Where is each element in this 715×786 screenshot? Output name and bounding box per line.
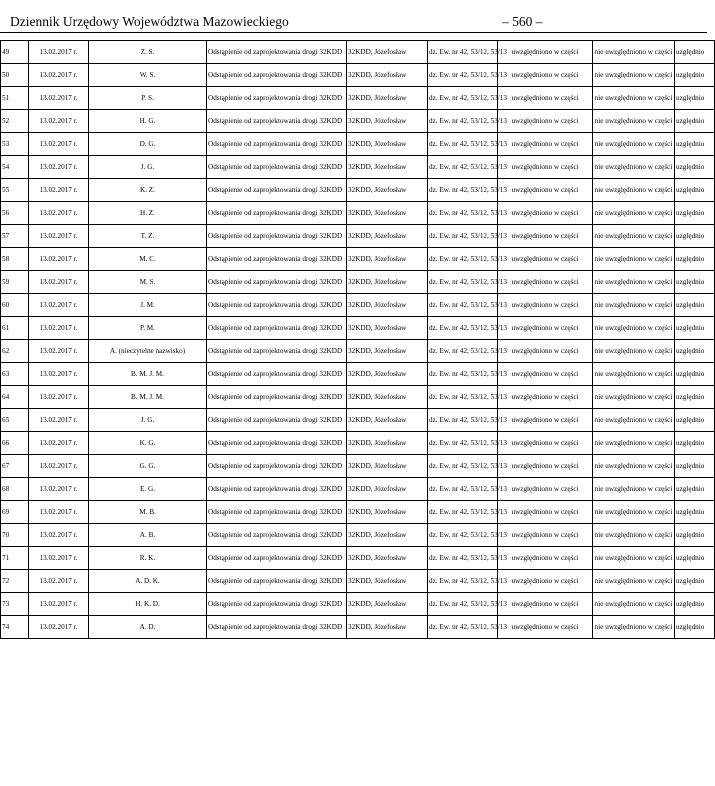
submitter-name: G. G. (89, 455, 207, 478)
remark-content: Odstąpienie od zaprojektowania drogi 32KDD (207, 271, 347, 294)
remark-location: 32KDD, Józefosław (347, 570, 428, 593)
council-decision: nie uwzględniono w części (593, 570, 675, 593)
remark-content: Odstąpienie od zaprojektowania drogi 32KDD (207, 409, 347, 432)
council-decision: nie uwzględniono w części (593, 363, 675, 386)
plot-number: dz. Ew. nr 42, 53/12, 53/13 (428, 110, 498, 133)
remark-content: Odstąpienie od zaprojektowania drogi 32KDD (207, 524, 347, 547)
row-number: 62 (1, 340, 29, 363)
decision-cut: uzględnio (675, 386, 715, 409)
council-decision: nie uwzględniono w części (593, 202, 675, 225)
council-decision: nie uwzględniono w części (593, 133, 675, 156)
mayor-decision: uwzględniono w części (498, 547, 593, 570)
council-decision: nie uwzględniono w części (593, 524, 675, 547)
remark-content: Odstąpienie od zaprojektowania drogi 32KDD (207, 248, 347, 271)
remark-location: 32KDD, Józefosław (347, 455, 428, 478)
remark-location: 32KDD, Józefosław (347, 524, 428, 547)
plot-number: dz. Ew. nr 42, 53/12, 53/13 (428, 524, 498, 547)
decision-cut: uzględnio (675, 570, 715, 593)
remark-location: 32KDD, Józefosław (347, 386, 428, 409)
row-number: 55 (1, 179, 29, 202)
table-row (1, 570, 715, 593)
row-number: 66 (1, 432, 29, 455)
plot-number: dz. Ew. nr 42, 53/12, 53/13 (428, 432, 498, 455)
decision-cut: uzględnio (675, 432, 715, 455)
decision-cut: uzględnio (675, 110, 715, 133)
table-row (1, 432, 715, 455)
remark-content: Odstąpienie od zaprojektowania drogi 32KDD (207, 225, 347, 248)
table-row (1, 524, 715, 547)
decision-cut: uzględnio (675, 455, 715, 478)
mayor-decision: uwzględniono w części (498, 432, 593, 455)
remark-content: Odstąpienie od zaprojektowania drogi 32KDD (207, 110, 347, 133)
submitter-name: A. D. (89, 616, 207, 639)
mayor-decision: uwzględniono w części (498, 409, 593, 432)
submitter-name: H. G. (89, 110, 207, 133)
submitter-name: A. D. K. (89, 570, 207, 593)
submitter-name: B. M. J. M. (89, 363, 207, 386)
remark-location: 32KDD, Józefosław (347, 547, 428, 570)
decision-cut: uzględnio (675, 501, 715, 524)
journal-title: Dziennik Urzędowy Województwa Mazowieckiego (10, 14, 289, 29)
table-row (1, 179, 715, 202)
mayor-decision: uwzględniono w części (498, 570, 593, 593)
submitter-name: W. S. (89, 64, 207, 87)
plot-number: dz. Ew. nr 42, 53/12, 53/13 (428, 64, 498, 87)
submitter-name: R. K. (89, 547, 207, 570)
table-row (1, 156, 715, 179)
mayor-decision: uwzględniono w części (498, 593, 593, 616)
decision-cut: uzględnio (675, 202, 715, 225)
council-decision: nie uwzględniono w części (593, 455, 675, 478)
decision-cut: uzględnio (675, 340, 715, 363)
submitter-name: D. G. (89, 133, 207, 156)
council-decision: nie uwzględniono w części (593, 156, 675, 179)
row-number: 51 (1, 87, 29, 110)
remark-content: Odstąpienie od zaprojektowania drogi 32KDD (207, 478, 347, 501)
council-decision: nie uwzględniono w części (593, 87, 675, 110)
table-row (1, 248, 715, 271)
council-decision: nie uwzględniono w części (593, 248, 675, 271)
council-decision: nie uwzględniono w części (593, 616, 675, 639)
mayor-decision: uwzględniono w części (498, 248, 593, 271)
remark-content: Odstąpienie od zaprojektowania drogi 32KDD (207, 156, 347, 179)
row-number: 53 (1, 133, 29, 156)
council-decision: nie uwzględniono w części (593, 501, 675, 524)
remark-content: Odstąpienie od zaprojektowania drogi 32KDD (207, 41, 347, 64)
table-row (1, 340, 715, 363)
submitter-name: P. S. (89, 87, 207, 110)
mayor-decision: uwzględniono w części (498, 179, 593, 202)
decision-cut: uzględnio (675, 87, 715, 110)
submission-date: 13.02.2017 r. (29, 87, 89, 110)
decision-cut: uzględnio (675, 179, 715, 202)
remark-location: 32KDD, Józefosław (347, 41, 428, 64)
decision-cut: uzględnio (675, 478, 715, 501)
decision-cut: uzględnio (675, 616, 715, 639)
plot-number: dz. Ew. nr 42, 53/12, 53/13 (428, 547, 498, 570)
mayor-decision: uwzględniono w części (498, 156, 593, 179)
submission-date: 13.02.2017 r. (29, 386, 89, 409)
decision-cut: uzględnio (675, 593, 715, 616)
table-row (1, 501, 715, 524)
plot-number: dz. Ew. nr 42, 53/12, 53/13 (428, 409, 498, 432)
remark-location: 32KDD, Józefosław (347, 432, 428, 455)
submission-date: 13.02.2017 r. (29, 409, 89, 432)
remark-content: Odstąpienie od zaprojektowania drogi 32KDD (207, 202, 347, 225)
plot-number: dz. Ew. nr 42, 53/12, 53/13 (428, 156, 498, 179)
row-number: 54 (1, 156, 29, 179)
submitter-name: B. M. J. M. (89, 386, 207, 409)
submission-date: 13.02.2017 r. (29, 478, 89, 501)
page-header (10, 12, 707, 34)
mayor-decision: uwzględniono w części (498, 294, 593, 317)
council-decision: nie uwzględniono w części (593, 386, 675, 409)
submission-date: 13.02.2017 r. (29, 110, 89, 133)
decision-cut: uzględnio (675, 156, 715, 179)
mayor-decision: uwzględniono w części (498, 317, 593, 340)
row-number: 56 (1, 202, 29, 225)
remark-location: 32KDD, Józefosław (347, 294, 428, 317)
submitter-name: J. G. (89, 156, 207, 179)
decision-cut: uzględnio (675, 41, 715, 64)
remark-content: Odstąpienie od zaprojektowania drogi 32KDD (207, 133, 347, 156)
remark-content: Odstąpienie od zaprojektowania drogi 32KDD (207, 363, 347, 386)
decision-cut: uzględnio (675, 225, 715, 248)
submission-date: 13.02.2017 r. (29, 317, 89, 340)
submission-date: 13.02.2017 r. (29, 455, 89, 478)
mayor-decision: uwzględniono w części (498, 616, 593, 639)
remark-location: 32KDD, Józefosław (347, 133, 428, 156)
table-row (1, 271, 715, 294)
plot-number: dz. Ew. nr 42, 53/12, 53/13 (428, 593, 498, 616)
council-decision: nie uwzględniono w części (593, 340, 675, 363)
mayor-decision: uwzględniono w części (498, 501, 593, 524)
row-number: 49 (1, 41, 29, 64)
remark-location: 32KDD, Józefosław (347, 248, 428, 271)
plot-number: dz. Ew. nr 42, 53/12, 53/13 (428, 179, 498, 202)
mayor-decision: uwzględniono w części (498, 87, 593, 110)
row-number: 61 (1, 317, 29, 340)
plot-number: dz. Ew. nr 42, 53/12, 53/13 (428, 455, 498, 478)
table-row (1, 478, 715, 501)
mayor-decision: uwzględniono w części (498, 202, 593, 225)
council-decision: nie uwzględniono w części (593, 478, 675, 501)
remark-location: 32KDD, Józefosław (347, 363, 428, 386)
mayor-decision: uwzględniono w części (498, 110, 593, 133)
plot-number: dz. Ew. nr 42, 53/12, 53/13 (428, 41, 498, 64)
decision-cut: uzględnio (675, 524, 715, 547)
plot-number: dz. Ew. nr 42, 53/12, 53/13 (428, 478, 498, 501)
row-number: 68 (1, 478, 29, 501)
remark-content: Odstąpienie od zaprojektowania drogi 32KDD (207, 340, 347, 363)
plot-number: dz. Ew. nr 42, 53/12, 53/13 (428, 87, 498, 110)
remark-location: 32KDD, Józefosław (347, 317, 428, 340)
table-row (1, 363, 715, 386)
submission-date: 13.02.2017 r. (29, 363, 89, 386)
submitter-name: M. C. (89, 248, 207, 271)
council-decision: nie uwzględniono w części (593, 179, 675, 202)
remark-location: 32KDD, Józefosław (347, 87, 428, 110)
remark-content: Odstąpienie od zaprojektowania drogi 32KDD (207, 501, 347, 524)
submission-date: 13.02.2017 r. (29, 179, 89, 202)
row-number: 70 (1, 524, 29, 547)
decision-cut: uzględnio (675, 363, 715, 386)
page-number: – 560 – (502, 14, 543, 29)
council-decision: nie uwzględniono w części (593, 225, 675, 248)
decision-cut: uzględnio (675, 317, 715, 340)
council-decision: nie uwzględniono w części (593, 317, 675, 340)
remark-location: 32KDD, Józefosław (347, 110, 428, 133)
remark-location: 32KDD, Józefosław (347, 271, 428, 294)
remark-content: Odstąpienie od zaprojektowania drogi 32KDD (207, 179, 347, 202)
plot-number: dz. Ew. nr 42, 53/12, 53/13 (428, 202, 498, 225)
submitter-name: Z. S. (89, 41, 207, 64)
table-row (1, 616, 715, 639)
council-decision: nie uwzględniono w części (593, 409, 675, 432)
table-row (1, 133, 715, 156)
submission-date: 13.02.2017 r. (29, 432, 89, 455)
remark-content: Odstąpienie od zaprojektowania drogi 32KDD (207, 317, 347, 340)
remark-content: Odstąpienie od zaprojektowania drogi 32KDD (207, 455, 347, 478)
submission-date: 13.02.2017 r. (29, 593, 89, 616)
row-number: 50 (1, 64, 29, 87)
remark-location: 32KDD, Józefosław (347, 501, 428, 524)
submitter-name: M. B. (89, 501, 207, 524)
table-row (1, 317, 715, 340)
row-number: 52 (1, 110, 29, 133)
submission-date: 13.02.2017 r. (29, 340, 89, 363)
mayor-decision: uwzględniono w części (498, 478, 593, 501)
row-number: 64 (1, 386, 29, 409)
council-decision: nie uwzględniono w części (593, 294, 675, 317)
remark-content: Odstąpienie od zaprojektowania drogi 32KDD (207, 294, 347, 317)
mayor-decision: uwzględniono w części (498, 133, 593, 156)
row-number: 65 (1, 409, 29, 432)
remark-location: 32KDD, Józefosław (347, 340, 428, 363)
submitter-name: H. Z. (89, 202, 207, 225)
mayor-decision: uwzględniono w części (498, 524, 593, 547)
mayor-decision: uwzględniono w części (498, 271, 593, 294)
remark-content: Odstąpienie od zaprojektowania drogi 32KDD (207, 616, 347, 639)
table-row (1, 64, 715, 87)
council-decision: nie uwzględniono w części (593, 41, 675, 64)
table-row (1, 593, 715, 616)
row-number: 60 (1, 294, 29, 317)
submission-date: 13.02.2017 r. (29, 41, 89, 64)
plot-number: dz. Ew. nr 42, 53/12, 53/13 (428, 271, 498, 294)
row-number: 74 (1, 616, 29, 639)
submitter-name: P. M. (89, 317, 207, 340)
submission-date: 13.02.2017 r. (29, 616, 89, 639)
council-decision: nie uwzględniono w części (593, 271, 675, 294)
submitter-name: A. (nieczytelne nazwisko) (89, 340, 207, 363)
council-decision: nie uwzględniono w części (593, 110, 675, 133)
remark-location: 32KDD, Józefosław (347, 409, 428, 432)
plot-number: dz. Ew. nr 42, 53/12, 53/13 (428, 248, 498, 271)
plot-number: dz. Ew. nr 42, 53/12, 53/13 (428, 616, 498, 639)
table-row (1, 547, 715, 570)
remark-content: Odstąpienie od zaprojektowania drogi 32KDD (207, 87, 347, 110)
table-row (1, 41, 715, 64)
mayor-decision: uwzględniono w części (498, 363, 593, 386)
submission-date: 13.02.2017 r. (29, 156, 89, 179)
table-row (1, 87, 715, 110)
council-decision: nie uwzględniono w części (593, 64, 675, 87)
decision-cut: uzględnio (675, 133, 715, 156)
table-row (1, 386, 715, 409)
remark-content: Odstąpienie od zaprojektowania drogi 32KDD (207, 64, 347, 87)
submitter-name: J. G. (89, 409, 207, 432)
table-row (1, 455, 715, 478)
row-number: 71 (1, 547, 29, 570)
decision-cut: uzględnio (675, 294, 715, 317)
row-number: 69 (1, 501, 29, 524)
table-row (1, 294, 715, 317)
submission-date: 13.02.2017 r. (29, 570, 89, 593)
table-row (1, 409, 715, 432)
remark-location: 32KDD, Józefosław (347, 202, 428, 225)
remarks-table (0, 40, 715, 639)
plot-number: dz. Ew. nr 42, 53/12, 53/13 (428, 386, 498, 409)
row-number: 67 (1, 455, 29, 478)
submitter-name: K. G. (89, 432, 207, 455)
decision-cut: uzględnio (675, 248, 715, 271)
submission-date: 13.02.2017 r. (29, 524, 89, 547)
row-number: 57 (1, 225, 29, 248)
submitter-name: J. M. (89, 294, 207, 317)
decision-cut: uzględnio (675, 547, 715, 570)
council-decision: nie uwzględniono w części (593, 593, 675, 616)
submission-date: 13.02.2017 r. (29, 501, 89, 524)
table-row (1, 110, 715, 133)
row-number: 58 (1, 248, 29, 271)
remark-location: 32KDD, Józefosław (347, 64, 428, 87)
table-body (1, 41, 715, 639)
submitter-name: T. Z. (89, 225, 207, 248)
row-number: 73 (1, 593, 29, 616)
remark-content: Odstąpienie od zaprojektowania drogi 32KDD (207, 547, 347, 570)
plot-number: dz. Ew. nr 42, 53/12, 53/13 (428, 570, 498, 593)
mayor-decision: uwzględniono w części (498, 340, 593, 363)
remark-location: 32KDD, Józefosław (347, 179, 428, 202)
submitter-name: H. K. D. (89, 593, 207, 616)
row-number: 63 (1, 363, 29, 386)
mayor-decision: uwzględniono w części (498, 386, 593, 409)
council-decision: nie uwzględniono w części (593, 432, 675, 455)
submission-date: 13.02.2017 r. (29, 225, 89, 248)
submitter-name: K. Z. (89, 179, 207, 202)
table-row (1, 225, 715, 248)
submission-date: 13.02.2017 r. (29, 547, 89, 570)
remark-content: Odstąpienie od zaprojektowania drogi 32KDD (207, 432, 347, 455)
row-number: 72 (1, 570, 29, 593)
remark-location: 32KDD, Józefosław (347, 156, 428, 179)
remark-content: Odstąpienie od zaprojektowania drogi 32KDD (207, 570, 347, 593)
remark-content: Odstąpienie od zaprojektowania drogi 32KDD (207, 593, 347, 616)
plot-number: dz. Ew. nr 42, 53/12, 53/13 (428, 294, 498, 317)
plot-number: dz. Ew. nr 42, 53/12, 53/13 (428, 133, 498, 156)
remark-content: Odstąpienie od zaprojektowania drogi 32KDD (207, 386, 347, 409)
remark-location: 32KDD, Józefosław (347, 478, 428, 501)
plot-number: dz. Ew. nr 42, 53/12, 53/13 (428, 340, 498, 363)
remark-location: 32KDD, Józefosław (347, 616, 428, 639)
mayor-decision: uwzględniono w części (498, 455, 593, 478)
council-decision: nie uwzględniono w części (593, 547, 675, 570)
mayor-decision: uwzględniono w części (498, 225, 593, 248)
row-number: 59 (1, 271, 29, 294)
submission-date: 13.02.2017 r. (29, 271, 89, 294)
plot-number: dz. Ew. nr 42, 53/12, 53/13 (428, 317, 498, 340)
submitter-name: E. G. (89, 478, 207, 501)
submission-date: 13.02.2017 r. (29, 294, 89, 317)
remark-location: 32KDD, Józefosław (347, 225, 428, 248)
plot-number: dz. Ew. nr 42, 53/12, 53/13 (428, 363, 498, 386)
decision-cut: uzględnio (675, 64, 715, 87)
plot-number: dz. Ew. nr 42, 53/12, 53/13 (428, 501, 498, 524)
submission-date: 13.02.2017 r. (29, 248, 89, 271)
submission-date: 13.02.2017 r. (29, 64, 89, 87)
header-divider (0, 32, 707, 33)
mayor-decision: uwzględniono w części (498, 41, 593, 64)
plot-number: dz. Ew. nr 42, 53/12, 53/13 (428, 225, 498, 248)
submission-date: 13.02.2017 r. (29, 202, 89, 225)
decision-cut: uzględnio (675, 409, 715, 432)
decision-cut: uzględnio (675, 271, 715, 294)
mayor-decision: uwzględniono w części (498, 64, 593, 87)
remark-location: 32KDD, Józefosław (347, 593, 428, 616)
submitter-name: A. B. (89, 524, 207, 547)
submission-date: 13.02.2017 r. (29, 133, 89, 156)
submitter-name: M. S. (89, 271, 207, 294)
table-row (1, 202, 715, 225)
